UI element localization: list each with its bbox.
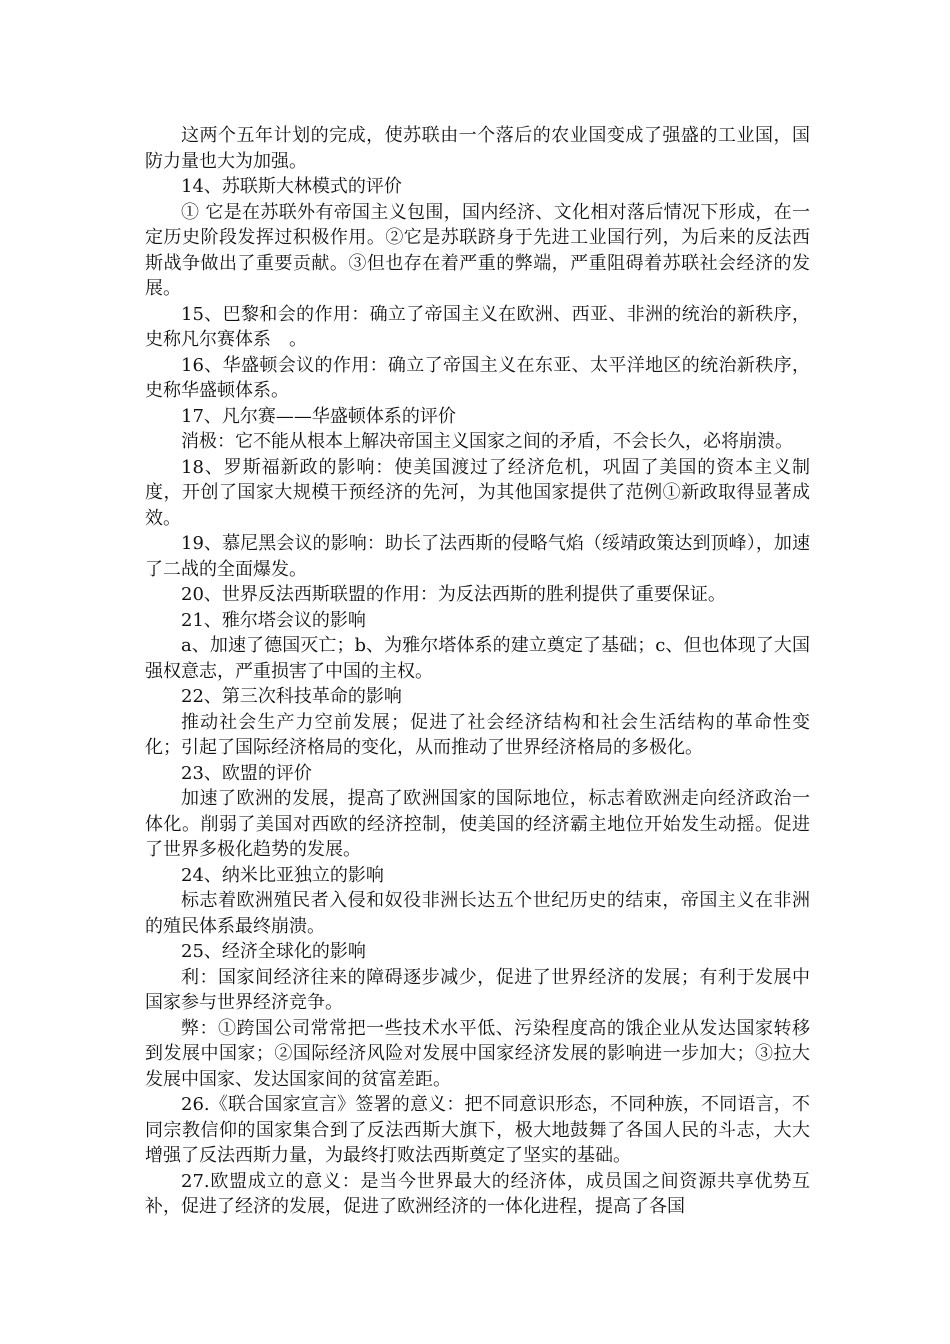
paragraph-eu-evaluation: 加速了欧洲的发展，提高了欧洲国家的国际地位，标志着欧洲走向经济政治一体化。削弱了美国对西欧的经济控制，使美国的经济霸主地位开始发生动摇。促进了世界多极化趋势的发展。: [145, 788, 810, 860]
paragraph-globalization-pros: 利：国家间经济往来的障碍逐步减少，促进了世界经济的发展；有利于发展中国家参与世界经济竞争。: [145, 966, 810, 1013]
paragraph-18-new-deal: 18、罗斯福新政的影响：使美国渡过了经济危机，巩固了美国的资本主义制度，开创了国家大规模干预经济的先河，为其他国家提供了范例①新政取得显著成效。: [145, 456, 810, 529]
paragraph-15-paris-conference: 15、巴黎和会的作用：确立了帝国主义在欧洲、西亚、非洲的统治的新秩序，史称凡尔赛体系 。: [145, 303, 810, 350]
paragraph-20-alliance: 20、世界反法西斯联盟的作用：为反法西斯的胜利提供了重要保证。: [181, 584, 726, 605]
paragraph-27-eu-founding: 27.欧盟成立的意义：是当今世界最大的经济体，成员国之间资源共享优势互补，促进了经济的发展，促进了欧洲经济的一体化进程，提高了各国: [145, 1170, 810, 1217]
paragraph-tech-revolution-impact: 推动社会生产力空前发展；促进了社会经济结构和社会生活结构的革命性变化；引起了国际经济格局的变化，从而推动了世界经济格局的多极化。: [145, 711, 810, 758]
heading-24-namibia: 24、纳米比亚独立的影响: [181, 864, 384, 886]
paragraph-stalin-model-evaluation: ① 它是在苏联外有帝国主义包围，国内经济、文化相对落后情况下形成，在一定历史阶段发挥过积极作用。②它是苏联跻身于先进工业国行列，为后来的反法西斯战争做出了重要贡献。③但也存在着严重的弊端，严重阻碍着苏联社会经济的发展。: [145, 201, 810, 299]
paragraph-16-washington-conference: 16、华盛顿会议的作用：确立了帝国主义在东亚、太平洋地区的统治新秩序，史称华盛顿体系。: [145, 354, 810, 401]
paragraph-versailles-negative: 消极：它不能从根本上解决帝国主义国家之间的矛盾，不会长久，必将崩溃。: [181, 431, 793, 452]
heading-21-yalta: 21、雅尔塔会议的影响: [181, 609, 366, 631]
heading-25-globalization: 25、经济全球化的影响: [181, 941, 366, 962]
heading-22-third-tech-revolution: 22、第三次科技革命的影响: [181, 686, 402, 707]
paragraph-five-year-plan: 这两个五年计划的完成，使苏联由一个落后的农业国变成了强盛的工业国，国防力量也大为加强。: [145, 125, 810, 172]
paragraph-yalta-impact: a、加速了德国灭亡；b、为雅尔塔体系的建立奠定了基础；c、但也体现了大国强权意志，严重损害了中国的主权。: [145, 635, 810, 682]
heading-23-eu-evaluation: 23、欧盟的评价: [181, 762, 312, 784]
paragraph-namibia-impact: 标志着欧洲殖民者入侵和奴役非洲长达五个世纪历史的结束，帝国主义在非洲的殖民体系最终崩溃。: [145, 890, 810, 937]
document-page: [145, 123, 810, 1220]
paragraph-19-munich: 19、慕尼黑会议的影响：助长了法西斯的侵略气焰（绥靖政策达到顶峰），加速了二战的全面爆发。: [145, 533, 810, 580]
paragraph-26-united-nations-declaration: 26.《联合国家宣言》签署的意义：把不同意识形态，不同种族，不同语言，不同宗教信仰的国家集合到了反法西斯大旗下，极大地鼓舞了各国人民的斗志，大大增强了反法西斯力量，为最终打败法西斯奠定了坚实的基础。: [145, 1094, 810, 1166]
paragraph-globalization-cons: 弊：①跨国公司常常把一些技术水平低、污染程度高的饿企业从发达国家转移到发展中国家；②国际经济风险对发展中国家经济发展的影响进一步加大；③拉大发展中国家、发达国家间的贫富差距。: [145, 1017, 810, 1090]
heading-14-stalin-model: 14、苏联斯大林模式的评价: [181, 176, 402, 197]
heading-17-versailles-washington: 17、凡尔赛——华盛顿体系的评价: [181, 405, 456, 427]
